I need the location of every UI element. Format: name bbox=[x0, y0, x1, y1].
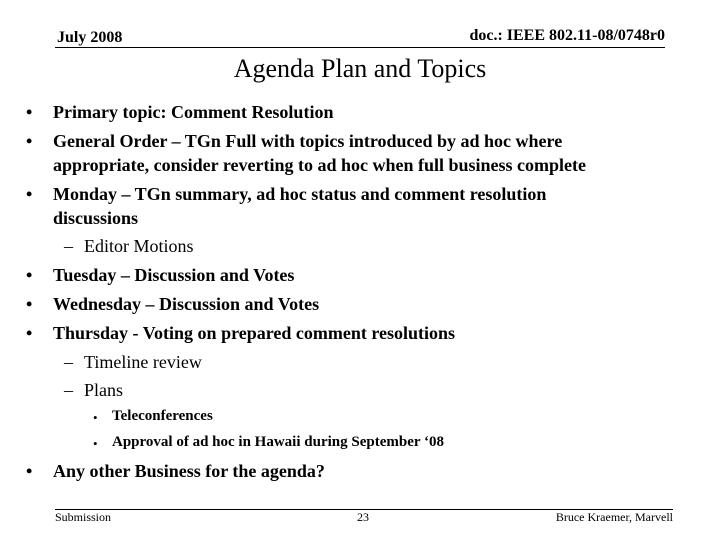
agenda-item-tuesday: Tuesday – Discussion and Votes bbox=[53, 265, 295, 285]
slide-title: Agenda Plan and Topics bbox=[233, 54, 487, 83]
footer-page-number: 23 bbox=[357, 510, 369, 524]
agenda-item-general-order-cont: appropriate, consider reverting to ad hoc when full business complete bbox=[53, 155, 587, 175]
dash-marker: – bbox=[64, 352, 73, 372]
bullet-marker: • bbox=[26, 131, 33, 151]
bullet-marker: • bbox=[93, 410, 98, 425]
dash-marker: – bbox=[64, 380, 73, 400]
agenda-item-monday: Monday – TGn summary, ad hoc status and comment resolution bbox=[53, 184, 547, 204]
header-divider bbox=[55, 47, 665, 48]
agenda-item-thursday: Thursday - Voting on prepared comment resolutions bbox=[53, 323, 456, 343]
bullet-marker: • bbox=[26, 294, 33, 314]
agenda-item-primary-topic: Primary topic: Comment Resolution bbox=[53, 102, 334, 122]
bullet-marker: • bbox=[26, 102, 33, 122]
sub-item-timeline-review: Timeline review bbox=[84, 352, 202, 372]
header-doc-id: doc.: IEEE 802.11-08/0748r0 bbox=[469, 27, 665, 44]
agenda-item-wednesday: Wednesday – Discussion and Votes bbox=[53, 294, 320, 314]
bullet-marker: • bbox=[26, 323, 33, 343]
header-date: July 2008 bbox=[57, 29, 123, 46]
sub-item-editor-motions: Editor Motions bbox=[84, 236, 194, 256]
sub-sub-item-hawaii-ad-hoc: Approval of ad hoc in Hawaii during September ‘08 bbox=[112, 434, 444, 450]
footer-author: Bruce Kraemer, Marvell bbox=[555, 510, 673, 524]
agenda-item-general-order: General Order – TGn Full with topics introduced by ad hoc where bbox=[53, 131, 563, 151]
bullet-marker: • bbox=[93, 436, 98, 451]
agenda-item-other-business: Any other Business for the agenda? bbox=[53, 461, 325, 481]
bullet-marker: • bbox=[26, 265, 33, 285]
dash-marker: – bbox=[64, 236, 73, 256]
sub-sub-item-teleconferences: Teleconferences bbox=[112, 408, 213, 424]
footer-submission: Submission bbox=[55, 510, 112, 524]
bullet-marker: • bbox=[26, 184, 33, 204]
bullet-marker: • bbox=[26, 461, 33, 481]
agenda-item-monday-cont: discussions bbox=[53, 208, 139, 228]
sub-item-plans: Plans bbox=[84, 380, 124, 400]
